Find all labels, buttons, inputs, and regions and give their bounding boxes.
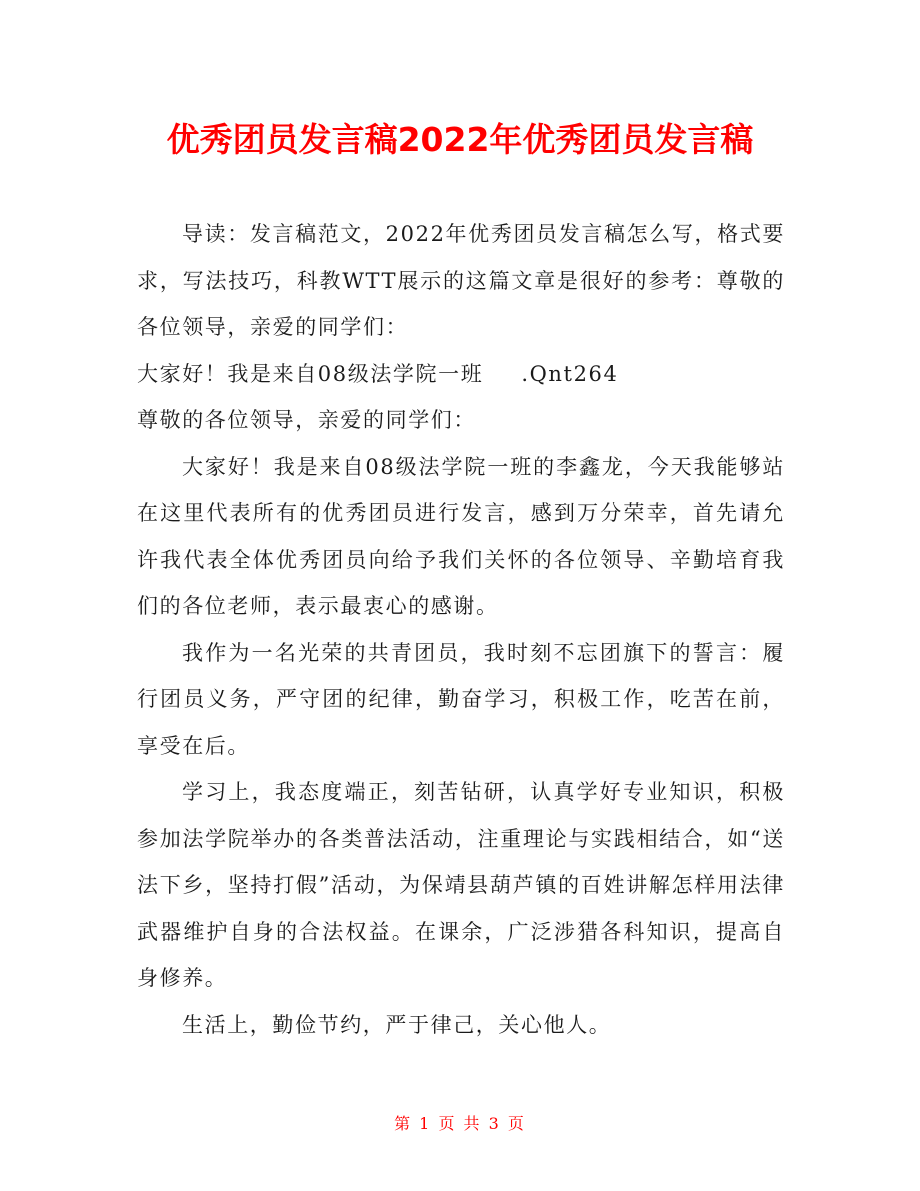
greeting-paragraph: 大家好！我是来自08级法学院一班的李鑫龙，今天我能够站在这里代表所有的优秀团员进行发言，感到万分荣幸，首先请允许我代表全体优秀团员向给予我们关怀的各位领导、辛勤培育我们的各位老师，表示最衷心的感谢。 xyxy=(137,454,785,618)
document-title: 优秀团员发言稿2022年优秀团员发言稿 xyxy=(166,120,754,159)
document-code: .Qnt264 xyxy=(521,361,619,386)
salutation-paragraph: 尊敬的各位领导，亲爱的同学们： xyxy=(137,408,476,432)
intro-line-text: 大家好！我是来自08级法学院一班 xyxy=(137,361,484,386)
intro-paragraph: 导读：发言稿范文，2022年优秀团员发言稿怎么写，格式要求，写法技巧，科教WTT展示的这篇文章是很好的参考：尊敬的各位领导，亲爱的同学们： xyxy=(137,222,785,339)
document-body xyxy=(137,211,785,1048)
study-paragraph: 学习上，我态度端正，刻苦钻研，认真学好专业知识，积极参加法学院举办的各类普法活动，注重理论与实践相结合，如“送法下乡，坚持打假”活动，为保靖县葫芦镇的百姓讲解怎样用法律武器维护自身的合法权益。在课余，广泛涉猎各科知识，提高自身修养。 xyxy=(137,780,785,990)
intro-line xyxy=(137,351,785,398)
oath-paragraph: 我作为一名光荣的共青团员，我时刻不忘团旗下的誓言：履行团员义务，严守团的纪律，勤奋学习，积极工作，吃苦在前，享受在后。 xyxy=(137,640,785,758)
page-number-footer: 第 1 页 共 3 页 xyxy=(394,1114,526,1133)
life-paragraph: 生活上，勤俭节约，严于律己，关心他人。 xyxy=(182,1012,612,1037)
